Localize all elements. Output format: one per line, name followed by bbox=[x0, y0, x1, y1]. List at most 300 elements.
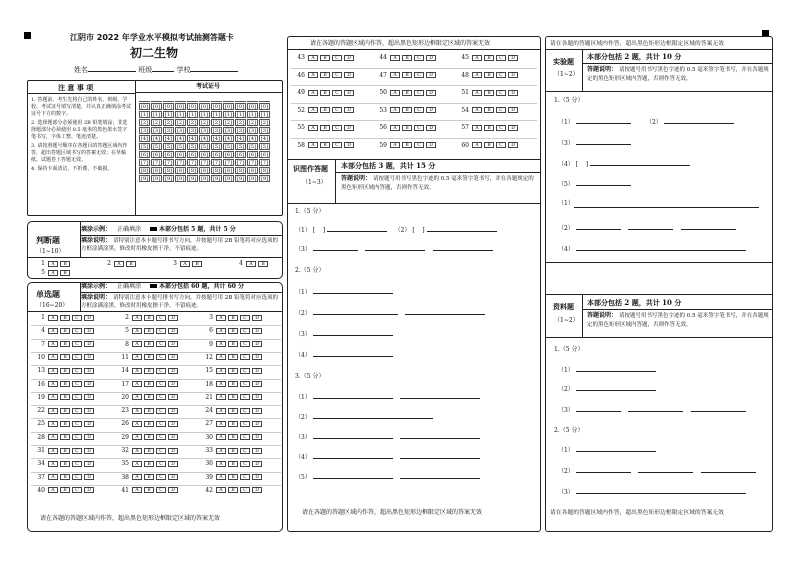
exam-id-digit-bubble[interactable]: [6] bbox=[188, 152, 197, 158]
option-bubble[interactable]: C bbox=[332, 107, 342, 113]
option-bubble[interactable]: B bbox=[320, 72, 330, 78]
exam-id-digit-bubble[interactable]: [2] bbox=[164, 120, 173, 126]
option-bubble[interactable]: B bbox=[484, 142, 494, 148]
exam-id-digit-bubble[interactable]: [1] bbox=[224, 112, 233, 118]
option-bubble[interactable]: D bbox=[168, 394, 178, 400]
option-bubble[interactable]: D bbox=[252, 394, 262, 400]
answer-line-row[interactable]: （1） bbox=[558, 365, 656, 375]
option-bubble[interactable]: C bbox=[240, 381, 250, 387]
answer-line-row[interactable]: （3） bbox=[558, 487, 746, 497]
choice-item[interactable] bbox=[115, 474, 180, 482]
exam-id-digit-bubble[interactable]: [8] bbox=[152, 168, 161, 174]
option-bubble[interactable]: B bbox=[144, 328, 154, 334]
option-bubble[interactable]: B bbox=[484, 107, 494, 113]
choice-item[interactable] bbox=[455, 142, 520, 150]
option-bubble[interactable]: A bbox=[48, 261, 58, 267]
option-bubble[interactable]: D bbox=[252, 487, 262, 493]
choice-item[interactable] bbox=[115, 367, 180, 375]
exam-id-grid[interactable] bbox=[139, 95, 270, 183]
option-bubble[interactable]: A bbox=[132, 354, 142, 360]
exam-id-digit-bubble[interactable]: [3] bbox=[152, 128, 161, 134]
option-bubble[interactable]: B bbox=[144, 408, 154, 414]
exam-id-digit-bubble[interactable]: [0] bbox=[176, 104, 185, 110]
option-bubble[interactable]: B bbox=[60, 461, 70, 467]
option-bubble[interactable]: D bbox=[344, 72, 354, 78]
answer-line[interactable] bbox=[574, 207, 759, 208]
choice-item[interactable] bbox=[199, 394, 264, 402]
answer-line-row[interactable]: （5） bbox=[295, 472, 480, 482]
exam-id-digit-bubble[interactable]: [5] bbox=[236, 144, 245, 150]
exam-id-digit-bubble[interactable]: [7] bbox=[212, 160, 221, 166]
option-bubble[interactable]: B bbox=[60, 381, 70, 387]
option-bubble[interactable]: B bbox=[258, 261, 268, 267]
choice-item[interactable] bbox=[115, 394, 180, 402]
exam-id-digit-bubble[interactable]: [5] bbox=[164, 144, 173, 150]
option-bubble[interactable]: B bbox=[60, 261, 70, 267]
option-bubble[interactable]: D bbox=[168, 381, 178, 387]
exam-id-digit-bubble[interactable]: [1] bbox=[152, 112, 161, 118]
option-bubble[interactable]: A bbox=[472, 107, 482, 113]
option-bubble[interactable]: A bbox=[132, 461, 142, 467]
option-bubble[interactable]: D bbox=[344, 142, 354, 148]
option-bubble[interactable]: D bbox=[168, 421, 178, 427]
exam-id-digit-bubble[interactable]: [2] bbox=[140, 120, 149, 126]
option-bubble[interactable]: C bbox=[240, 474, 250, 480]
choice-item[interactable] bbox=[115, 354, 180, 362]
option-bubble[interactable]: C bbox=[240, 448, 250, 454]
option-bubble[interactable]: B bbox=[228, 328, 238, 334]
option-bubble[interactable]: C bbox=[496, 90, 506, 96]
option-bubble[interactable]: A bbox=[216, 315, 226, 321]
exam-id-digit-bubble[interactable]: [4] bbox=[164, 136, 173, 142]
option-bubble[interactable]: C bbox=[72, 474, 82, 480]
answer-line-row[interactable]: （1） bbox=[295, 287, 393, 297]
answer-line-row[interactable]: （1） [ ] （2） [ ] bbox=[295, 225, 497, 235]
option-bubble[interactable]: D bbox=[252, 408, 262, 414]
option-bubble[interactable]: A bbox=[308, 142, 318, 148]
exam-id-digit-bubble[interactable]: [6] bbox=[260, 152, 269, 158]
choice-item[interactable] bbox=[31, 394, 96, 402]
option-bubble[interactable]: D bbox=[84, 434, 94, 440]
exam-id-digit-bubble[interactable]: [3] bbox=[188, 128, 197, 134]
exam-id-digit-bubble[interactable]: [1] bbox=[212, 112, 221, 118]
exam-id-digit-bubble[interactable]: [6] bbox=[248, 152, 257, 158]
option-bubble[interactable]: B bbox=[484, 125, 494, 131]
exam-id-digit-bubble[interactable]: [6] bbox=[164, 152, 173, 158]
option-bubble[interactable]: B bbox=[60, 328, 70, 334]
option-bubble[interactable]: B bbox=[228, 381, 238, 387]
option-bubble[interactable]: B bbox=[402, 55, 412, 61]
option-bubble[interactable]: B bbox=[320, 55, 330, 61]
option-bubble[interactable]: A bbox=[308, 72, 318, 78]
option-bubble[interactable]: B bbox=[144, 487, 154, 493]
exam-id-digit-bubble[interactable]: [0] bbox=[260, 104, 269, 110]
exam-id-digit-bubble[interactable]: [7] bbox=[152, 160, 161, 166]
option-bubble[interactable]: C bbox=[332, 125, 342, 131]
choice-item[interactable] bbox=[115, 327, 180, 335]
exam-id-digit-bubble[interactable]: [0] bbox=[200, 104, 209, 110]
option-bubble[interactable]: C bbox=[156, 341, 166, 347]
option-bubble[interactable]: B bbox=[228, 341, 238, 347]
option-bubble[interactable]: A bbox=[48, 461, 58, 467]
option-bubble[interactable]: C bbox=[156, 315, 166, 321]
option-bubble[interactable]: A bbox=[216, 434, 226, 440]
option-bubble[interactable]: C bbox=[332, 90, 342, 96]
option-bubble[interactable]: C bbox=[240, 394, 250, 400]
exam-id-digit-bubble[interactable]: [7] bbox=[224, 160, 233, 166]
option-bubble[interactable]: D bbox=[252, 381, 262, 387]
exam-id-digit-bubble[interactable]: [0] bbox=[188, 104, 197, 110]
option-bubble[interactable]: D bbox=[508, 107, 518, 113]
option-bubble[interactable]: D bbox=[168, 487, 178, 493]
option-bubble[interactable]: A bbox=[48, 368, 58, 374]
option-bubble[interactable]: A bbox=[216, 461, 226, 467]
option-bubble[interactable]: C bbox=[72, 368, 82, 374]
option-bubble[interactable]: A bbox=[216, 487, 226, 493]
option-bubble[interactable]: D bbox=[344, 55, 354, 61]
option-bubble[interactable]: D bbox=[84, 341, 94, 347]
exam-id-digit-bubble[interactable]: [9] bbox=[224, 176, 233, 182]
option-bubble[interactable]: B bbox=[402, 125, 412, 131]
option-bubble[interactable]: B bbox=[228, 315, 238, 321]
judgment-answer-grid[interactable] bbox=[31, 260, 281, 278]
option-bubble[interactable]: A bbox=[48, 434, 58, 440]
option-bubble[interactable]: B bbox=[60, 408, 70, 414]
option-bubble[interactable]: C bbox=[240, 408, 250, 414]
option-bubble[interactable]: B bbox=[402, 107, 412, 113]
option-bubble[interactable]: A bbox=[48, 448, 58, 454]
exam-id-digit-bubble[interactable]: [8] bbox=[248, 168, 257, 174]
option-bubble[interactable]: A bbox=[132, 448, 142, 454]
option-bubble[interactable]: A bbox=[472, 125, 482, 131]
option-bubble[interactable]: C bbox=[156, 434, 166, 440]
exam-id-digit-bubble[interactable]: [4] bbox=[248, 136, 257, 142]
option-bubble[interactable]: A bbox=[132, 394, 142, 400]
exam-id-digit-bubble[interactable]: [4] bbox=[152, 136, 161, 142]
option-bubble[interactable]: B bbox=[144, 354, 154, 360]
option-bubble[interactable]: C bbox=[496, 142, 506, 148]
exam-id-digit-bubble[interactable]: [9] bbox=[188, 176, 197, 182]
option-bubble[interactable]: D bbox=[84, 408, 94, 414]
answer-line-row[interactable]: （3） bbox=[295, 432, 480, 442]
option-bubble[interactable]: D bbox=[168, 315, 178, 321]
choice-item[interactable] bbox=[31, 434, 96, 442]
option-bubble[interactable]: C bbox=[332, 72, 342, 78]
exam-id-digit-bubble[interactable]: [5] bbox=[224, 144, 233, 150]
option-bubble[interactable]: C bbox=[156, 368, 166, 374]
option-bubble[interactable]: D bbox=[252, 461, 262, 467]
option-bubble[interactable]: A bbox=[472, 90, 482, 96]
option-bubble[interactable]: C bbox=[156, 487, 166, 493]
choice-item[interactable] bbox=[373, 72, 438, 80]
option-bubble[interactable]: B bbox=[320, 107, 330, 113]
option-bubble[interactable]: A bbox=[216, 408, 226, 414]
judgment-item[interactable] bbox=[31, 260, 72, 268]
option-bubble[interactable]: A bbox=[390, 90, 400, 96]
exam-id-digit-bubble[interactable]: [3] bbox=[176, 128, 185, 134]
option-bubble[interactable]: A bbox=[216, 421, 226, 427]
choice-item[interactable] bbox=[455, 72, 520, 80]
option-bubble[interactable]: D bbox=[426, 72, 436, 78]
exam-id-digit-bubble[interactable]: [0] bbox=[164, 104, 173, 110]
option-bubble[interactable]: D bbox=[508, 90, 518, 96]
answer-line-row[interactable]: （4） [ ] bbox=[558, 159, 690, 169]
choice-item[interactable] bbox=[291, 54, 356, 62]
option-bubble[interactable]: D bbox=[426, 125, 436, 131]
option-bubble[interactable]: D bbox=[508, 72, 518, 78]
option-bubble[interactable]: A bbox=[48, 341, 58, 347]
option-bubble[interactable]: B bbox=[60, 434, 70, 440]
option-bubble[interactable]: B bbox=[144, 434, 154, 440]
option-bubble[interactable]: A bbox=[132, 328, 142, 334]
option-bubble[interactable]: A bbox=[246, 261, 256, 267]
option-bubble[interactable]: C bbox=[414, 90, 424, 96]
option-bubble[interactable]: B bbox=[228, 408, 238, 414]
exam-id-digit-bubble[interactable]: [4] bbox=[188, 136, 197, 142]
option-bubble[interactable]: D bbox=[84, 474, 94, 480]
choice-item[interactable] bbox=[31, 314, 96, 322]
answer-line-row[interactable]: （3） bbox=[295, 329, 393, 339]
option-bubble[interactable]: B bbox=[228, 421, 238, 427]
answer-line-row[interactable]: （1） （2） bbox=[558, 117, 734, 127]
option-bubble[interactable]: D bbox=[344, 90, 354, 96]
exam-id-digit-bubble[interactable]: [0] bbox=[248, 104, 257, 110]
answer-line-row[interactable]: （2） bbox=[295, 308, 485, 318]
exam-id-digit-bubble[interactable]: [3] bbox=[140, 128, 149, 134]
exam-id-digit-bubble[interactable]: [6] bbox=[176, 152, 185, 158]
option-bubble[interactable]: A bbox=[390, 107, 400, 113]
option-bubble[interactable]: B bbox=[320, 142, 330, 148]
option-bubble[interactable]: A bbox=[390, 72, 400, 78]
choice-item[interactable] bbox=[373, 124, 438, 132]
exam-id-digit-bubble[interactable]: [4] bbox=[260, 136, 269, 142]
option-bubble[interactable]: B bbox=[402, 142, 412, 148]
option-bubble[interactable]: A bbox=[48, 394, 58, 400]
option-bubble[interactable]: C bbox=[332, 55, 342, 61]
exam-id-digit-bubble[interactable]: [7] bbox=[140, 160, 149, 166]
option-bubble[interactable]: B bbox=[228, 368, 238, 374]
exam-id-digit-bubble[interactable]: [0] bbox=[140, 104, 149, 110]
option-bubble[interactable]: C bbox=[240, 421, 250, 427]
option-bubble[interactable]: C bbox=[496, 125, 506, 131]
exam-id-digit-bubble[interactable]: [8] bbox=[236, 168, 245, 174]
exam-id-digit-bubble[interactable]: [6] bbox=[140, 152, 149, 158]
exam-id-digit-bubble[interactable]: [7] bbox=[260, 160, 269, 166]
exam-id-digit-bubble[interactable]: [3] bbox=[248, 128, 257, 134]
answer-line-row[interactable]: （4） bbox=[558, 244, 746, 254]
exam-id-digit-bubble[interactable]: [9] bbox=[212, 176, 221, 182]
option-bubble[interactable]: C bbox=[240, 328, 250, 334]
exam-id-digit-bubble[interactable]: [3] bbox=[236, 128, 245, 134]
option-bubble[interactable]: A bbox=[390, 125, 400, 131]
choice-item[interactable] bbox=[115, 407, 180, 415]
option-bubble[interactable]: A bbox=[114, 261, 124, 267]
option-bubble[interactable]: A bbox=[48, 328, 58, 334]
exam-id-digit-bubble[interactable]: [3] bbox=[224, 128, 233, 134]
exam-id-digit-bubble[interactable]: [0] bbox=[224, 104, 233, 110]
answer-line-row[interactable]: （3） bbox=[558, 138, 631, 148]
exam-id-digit-bubble[interactable]: [0] bbox=[152, 104, 161, 110]
option-bubble[interactable]: B bbox=[144, 448, 154, 454]
option-bubble[interactable]: D bbox=[252, 341, 262, 347]
choice-item[interactable] bbox=[373, 54, 438, 62]
choice-item[interactable] bbox=[115, 341, 180, 349]
option-bubble[interactable]: C bbox=[496, 72, 506, 78]
option-bubble[interactable]: C bbox=[72, 421, 82, 427]
option-bubble[interactable]: A bbox=[48, 474, 58, 480]
choice-item[interactable] bbox=[199, 487, 264, 495]
answer-line-row[interactable]: （2） bbox=[295, 412, 433, 422]
answer-line-row[interactable]: （2） bbox=[558, 466, 756, 476]
exam-id-digit-bubble[interactable]: [1] bbox=[188, 112, 197, 118]
option-bubble[interactable]: C bbox=[496, 107, 506, 113]
choice-item[interactable] bbox=[31, 367, 96, 375]
option-bubble[interactable]: D bbox=[344, 125, 354, 131]
choice-item[interactable] bbox=[31, 327, 96, 335]
exam-id-digit-bubble[interactable]: [4] bbox=[212, 136, 221, 142]
exam-id-digit-bubble[interactable]: [0] bbox=[236, 104, 245, 110]
option-bubble[interactable]: D bbox=[168, 354, 178, 360]
option-bubble[interactable]: B bbox=[484, 55, 494, 61]
exam-id-digit-bubble[interactable]: [9] bbox=[176, 176, 185, 182]
exam-id-digit-bubble[interactable]: [9] bbox=[200, 176, 209, 182]
judgment-item[interactable] bbox=[31, 269, 72, 277]
option-bubble[interactable]: B bbox=[228, 354, 238, 360]
option-bubble[interactable]: C bbox=[156, 448, 166, 454]
option-bubble[interactable]: D bbox=[426, 55, 436, 61]
option-bubble[interactable]: A bbox=[308, 125, 318, 131]
option-bubble[interactable]: C bbox=[156, 381, 166, 387]
option-bubble[interactable]: A bbox=[48, 381, 58, 387]
option-bubble[interactable]: C bbox=[156, 354, 166, 360]
choice-item[interactable] bbox=[373, 89, 438, 97]
exam-id-digit-bubble[interactable]: [9] bbox=[260, 176, 269, 182]
option-bubble[interactable]: C bbox=[332, 142, 342, 148]
option-bubble[interactable]: C bbox=[496, 55, 506, 61]
choice-item[interactable] bbox=[115, 447, 180, 455]
exam-id-digit-bubble[interactable]: [4] bbox=[200, 136, 209, 142]
option-bubble[interactable]: C bbox=[156, 328, 166, 334]
option-bubble[interactable]: D bbox=[84, 461, 94, 467]
choice-item[interactable] bbox=[455, 54, 520, 62]
option-bubble[interactable]: D bbox=[252, 474, 262, 480]
exam-id-digit-bubble[interactable]: [7] bbox=[188, 160, 197, 166]
exam-id-digit-bubble[interactable]: [8] bbox=[212, 168, 221, 174]
option-bubble[interactable]: D bbox=[252, 434, 262, 440]
option-bubble[interactable]: D bbox=[252, 448, 262, 454]
exam-id-digit-bubble[interactable]: [7] bbox=[236, 160, 245, 166]
option-bubble[interactable]: D bbox=[168, 328, 178, 334]
option-bubble[interactable]: D bbox=[252, 354, 262, 360]
option-bubble[interactable]: A bbox=[48, 315, 58, 321]
option-bubble[interactable]: B bbox=[144, 421, 154, 427]
option-bubble[interactable]: D bbox=[84, 328, 94, 334]
option-bubble[interactable]: C bbox=[414, 142, 424, 148]
exam-id-digit-bubble[interactable]: [5] bbox=[188, 144, 197, 150]
choice-item[interactable] bbox=[199, 460, 264, 468]
choice-item[interactable] bbox=[199, 407, 264, 415]
option-bubble[interactable]: A bbox=[132, 474, 142, 480]
option-bubble[interactable]: B bbox=[144, 315, 154, 321]
option-bubble[interactable]: D bbox=[426, 142, 436, 148]
option-bubble[interactable]: A bbox=[216, 341, 226, 347]
option-bubble[interactable]: C bbox=[240, 315, 250, 321]
option-bubble[interactable]: A bbox=[48, 354, 58, 360]
option-bubble[interactable]: A bbox=[132, 341, 142, 347]
choice-item[interactable] bbox=[31, 354, 96, 362]
option-bubble[interactable]: B bbox=[144, 368, 154, 374]
option-bubble[interactable]: B bbox=[60, 368, 70, 374]
option-bubble[interactable]: D bbox=[84, 487, 94, 493]
choice-item[interactable] bbox=[31, 460, 96, 468]
option-bubble[interactable]: D bbox=[508, 55, 518, 61]
exam-id-digit-bubble[interactable]: [9] bbox=[164, 176, 173, 182]
exam-id-digit-bubble[interactable]: [7] bbox=[164, 160, 173, 166]
option-bubble[interactable]: B bbox=[60, 315, 70, 321]
exam-id-digit-bubble[interactable]: [6] bbox=[200, 152, 209, 158]
option-bubble[interactable]: D bbox=[168, 408, 178, 414]
exam-id-digit-bubble[interactable]: [7] bbox=[248, 160, 257, 166]
choice-item[interactable] bbox=[31, 407, 96, 415]
option-bubble[interactable]: A bbox=[48, 421, 58, 427]
option-bubble[interactable]: B bbox=[228, 474, 238, 480]
choice-item[interactable] bbox=[199, 381, 264, 389]
exam-id-digit-bubble[interactable]: [2] bbox=[200, 120, 209, 126]
option-bubble[interactable]: B bbox=[484, 72, 494, 78]
exam-id-digit-bubble[interactable]: [5] bbox=[200, 144, 209, 150]
choice-item[interactable] bbox=[373, 142, 438, 150]
option-bubble[interactable]: D bbox=[84, 394, 94, 400]
exam-id-digit-bubble[interactable]: [6] bbox=[212, 152, 221, 158]
option-bubble[interactable]: A bbox=[216, 368, 226, 374]
option-bubble[interactable]: C bbox=[156, 421, 166, 427]
choice-item[interactable] bbox=[115, 460, 180, 468]
option-bubble[interactable]: C bbox=[240, 461, 250, 467]
choice-item[interactable] bbox=[291, 124, 356, 132]
option-bubble[interactable]: C bbox=[72, 394, 82, 400]
option-bubble[interactable]: A bbox=[132, 421, 142, 427]
option-bubble[interactable]: B bbox=[60, 421, 70, 427]
option-bubble[interactable]: B bbox=[228, 448, 238, 454]
option-bubble[interactable]: C bbox=[72, 408, 82, 414]
exam-id-digit-bubble[interactable]: [5] bbox=[176, 144, 185, 150]
option-bubble[interactable]: B bbox=[144, 381, 154, 387]
choice-item[interactable] bbox=[455, 124, 520, 132]
choice-item[interactable] bbox=[199, 474, 264, 482]
option-bubble[interactable]: B bbox=[228, 394, 238, 400]
option-bubble[interactable]: B bbox=[192, 261, 202, 267]
option-bubble[interactable]: A bbox=[308, 55, 318, 61]
option-bubble[interactable]: A bbox=[390, 142, 400, 148]
exam-id-digit-bubble[interactable]: [8] bbox=[140, 168, 149, 174]
exam-id-digit-bubble[interactable]: [8] bbox=[224, 168, 233, 174]
exam-id-digit-bubble[interactable]: [5] bbox=[260, 144, 269, 150]
exam-id-digit-bubble[interactable]: [8] bbox=[164, 168, 173, 174]
choice-item[interactable] bbox=[291, 89, 356, 97]
option-bubble[interactable]: A bbox=[132, 368, 142, 374]
option-bubble[interactable]: B bbox=[402, 72, 412, 78]
option-bubble[interactable]: C bbox=[414, 107, 424, 113]
option-bubble[interactable]: D bbox=[84, 448, 94, 454]
choice-item[interactable] bbox=[115, 434, 180, 442]
choice-item[interactable] bbox=[115, 420, 180, 428]
exam-id-digit-bubble[interactable]: [7] bbox=[200, 160, 209, 166]
exam-id-digit-bubble[interactable]: [4] bbox=[140, 136, 149, 142]
choice-item[interactable] bbox=[199, 327, 264, 335]
choice-item[interactable] bbox=[31, 341, 96, 349]
answer-line-row[interactable]: （3） bbox=[295, 244, 493, 254]
exam-id-digit-bubble[interactable]: [9] bbox=[248, 176, 257, 182]
